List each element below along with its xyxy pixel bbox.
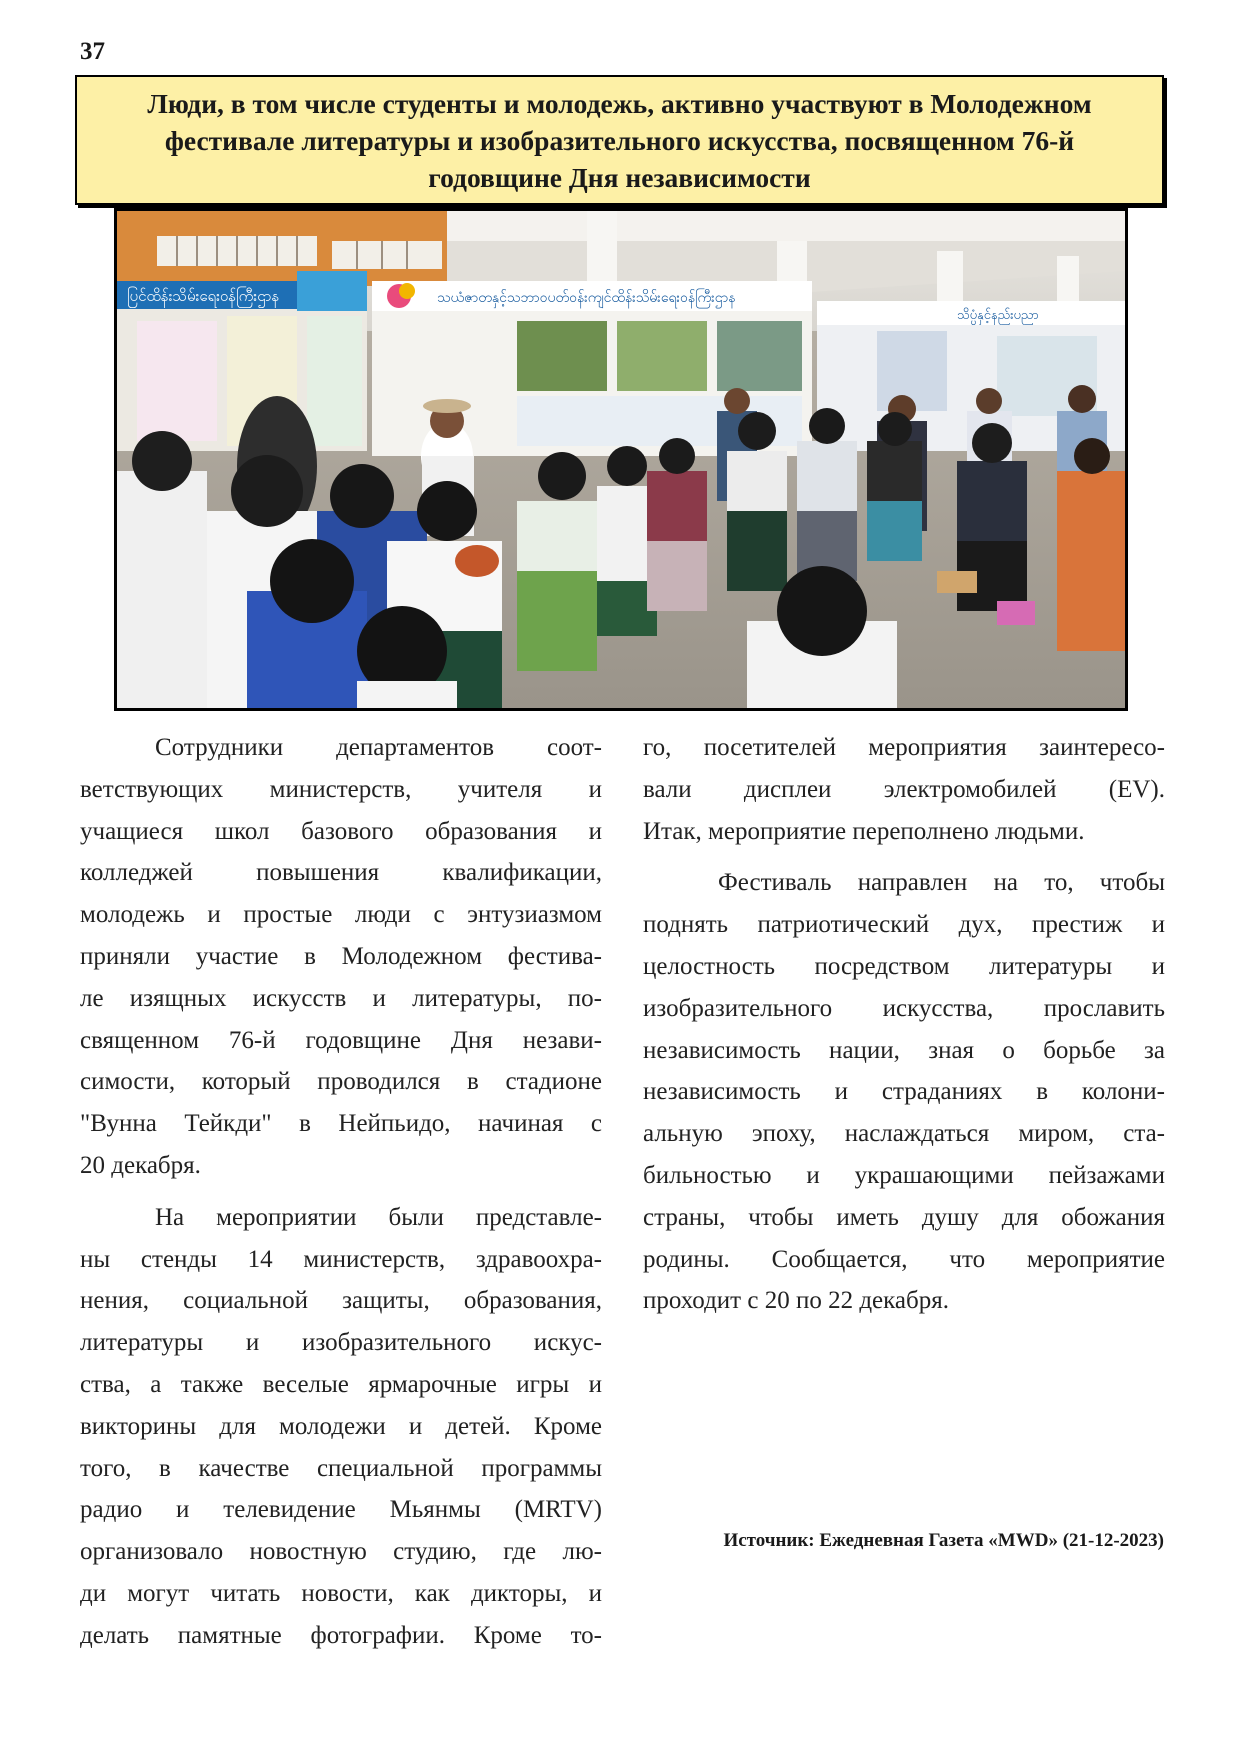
right-column	[643, 727, 1165, 1322]
text-line: колледжей повышения квалификации,	[80, 859, 602, 887]
headline-line: годовщине Дня независимости	[428, 161, 811, 193]
text-line: симости, который проводился в стадионе	[80, 1068, 602, 1096]
text-line: радио и телевидение Мьянмы (MRTV)	[80, 1496, 602, 1524]
banner-text-right: သိပ္ပံနှင့်နည်းပညာ	[957, 308, 1039, 323]
text-line: приняли участие в Молодежном фестива-	[80, 942, 602, 970]
text-line: проходит с 20 по 22 декабря.	[643, 1287, 949, 1315]
text-line: Фестиваль направлен на то, чтобы	[718, 869, 1165, 897]
paragraph	[643, 727, 1165, 852]
text-line: независимость нации, зная о борьбе за	[643, 1036, 1165, 1064]
text-line: ны стенды 14 министерств, здравоохра-	[80, 1245, 602, 1273]
text-line: го, посетителей мероприятия заинтересо-	[643, 734, 1165, 761]
text-line: альную эпоху, наслаждаться миром, ста-	[643, 1120, 1165, 1148]
event-photo	[114, 208, 1128, 711]
text-line: организовало новостную студию, где лю-	[80, 1538, 602, 1566]
text-line: бильностью и украшающими пейзажами	[643, 1161, 1165, 1189]
text-line: ле изящных искусств и литературы, по-	[80, 984, 602, 1012]
text-line: викторины для молодежи и детей. Кроме	[80, 1412, 602, 1440]
text-line: делать памятные фотографии. Кроме то-	[80, 1621, 602, 1649]
text-line: ветствующих министерств, учителя и	[80, 775, 602, 803]
text-line: молодежь и простые люди с энтузиазмом	[80, 901, 602, 929]
banner-text-left: ပြင်ထိန်းသိမ်းရေးဝန်ကြီးဌာန	[127, 287, 280, 305]
headline-line: фестивале литературы и изобразительного искусства, посвященном 76-й	[164, 124, 1075, 156]
event-photo-illustration	[117, 211, 1125, 708]
source-line: Источник: Ежедневная Газета «MWD» (21-12-2023)	[723, 1530, 1164, 1551]
text-line: учащиеся школ базового образования и	[80, 817, 602, 845]
text-line: Итак, мероприятие переполнено людьми.	[643, 817, 1085, 845]
headline-box	[75, 75, 1164, 205]
text-line: страны, чтобы иметь душу для обожания	[643, 1203, 1165, 1231]
text-line: поднять патриотический дух, престиж и	[643, 911, 1165, 939]
text-line: нения, социальной защиты, образования,	[80, 1287, 602, 1315]
text-line: вали дисплеи электромобилей (EV).	[643, 775, 1165, 803]
banner-text-center: သယံဇာတနှင့်သဘာဝပတ်ဝန်းကျင်ထိန်းသိမ်းရေးဝန်ကြီးဌာန	[437, 290, 736, 306]
text-line: родины. Сообщается, что мероприятие	[643, 1245, 1165, 1273]
text-line: На мероприятии были представле-	[155, 1203, 602, 1231]
text-line: ства, а также веселые ярмарочные игры и	[80, 1370, 602, 1398]
left-column	[80, 727, 602, 1657]
headline-line: Люди, в том числе студенты и молодежь, активно участвуют в Молодежном	[147, 87, 1092, 119]
headline	[147, 85, 1091, 196]
text-line: изобразительного искусства, прославить	[643, 994, 1165, 1022]
text-line: целостность посредством литературы и	[643, 952, 1165, 980]
paragraph	[80, 727, 602, 1187]
text-line: литературы и изобразительного искус-	[80, 1329, 602, 1357]
text-line: ди могут читать новости, как дикторы, и	[80, 1579, 602, 1607]
text-line: Сотрудники департаментов соот-	[155, 734, 602, 761]
page-number: 37	[80, 38, 105, 65]
text-line: "Вунна Тейкди" в Нейпьидо, начиная с	[80, 1110, 602, 1138]
paragraph	[643, 862, 1165, 1322]
text-line: того, в качестве специальной программы	[80, 1454, 602, 1482]
text-line: священном 76-й годовщине Дня незави-	[80, 1026, 602, 1054]
paragraph	[80, 1197, 602, 1657]
text-line: 20 декабря.	[80, 1151, 201, 1179]
text-line: независимость и страданиях в колони-	[643, 1078, 1165, 1106]
